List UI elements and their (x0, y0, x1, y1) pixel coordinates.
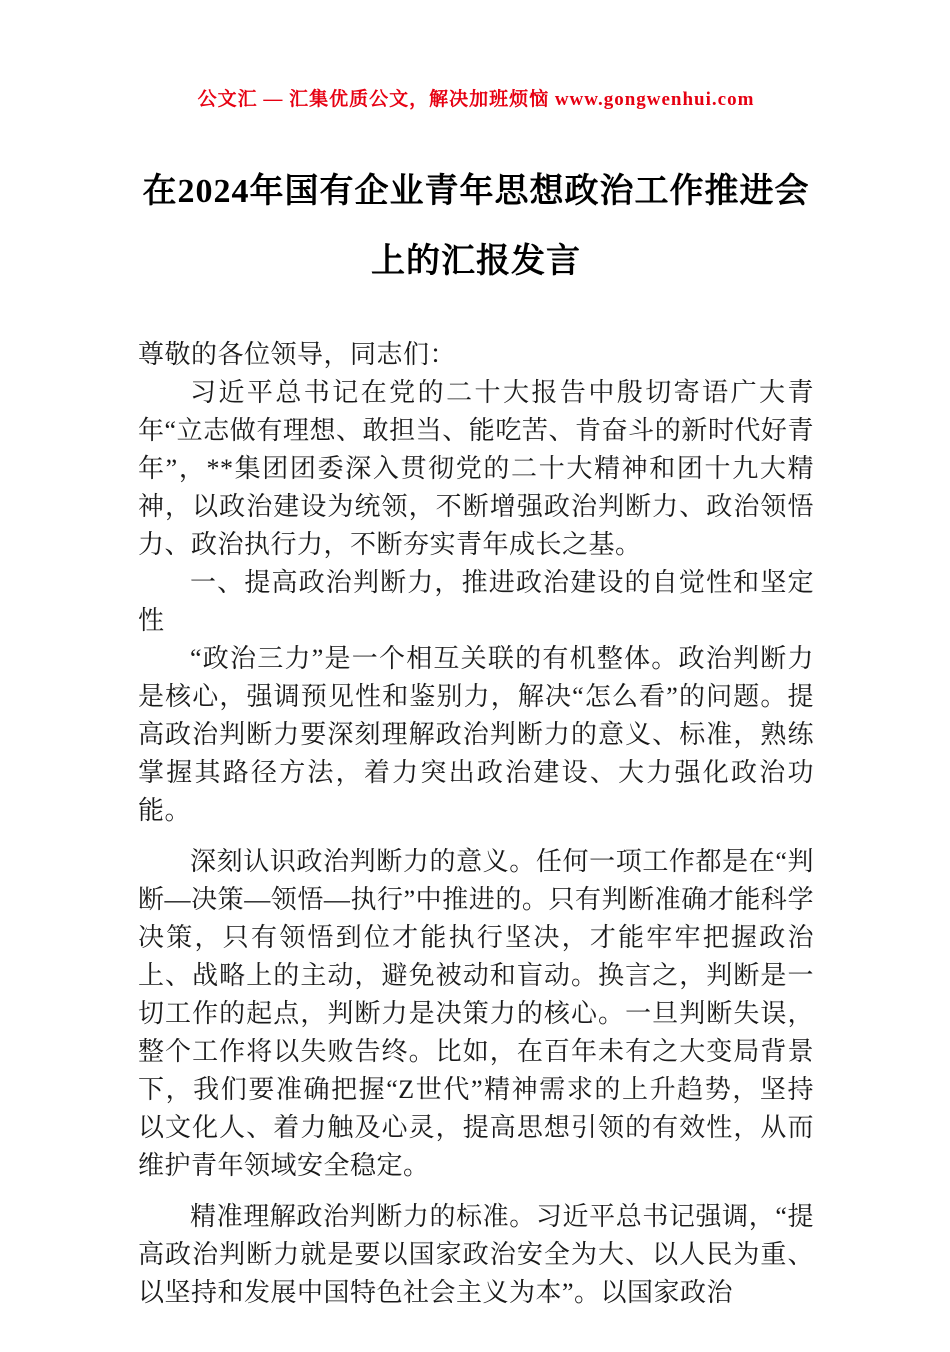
body-paragraph: 精准理解政治判断力的标准。习近平总书记强调，“提高政治判断力就是要以国家政治安全为大、以人民为重、以坚持和发展中国特色社会主义为本”。以国家政治 (138, 1202, 814, 1308)
document-title: 在2024年国有企业青年思想政治工作推进会上的汇报发言 (142, 173, 810, 280)
body-paragraph: 深刻认识政治判断力的意义。任何一项工作都是在“判断—决策—领悟—执行”中推进的。只有判断准确才能科学决策，只有领悟到位才能执行坚决，才能牢牢把握政治上、战略上的主动，避免被动和盲动。换言之，判断是一切工作的起点，判断力是决策力的核心。一旦判断失误，整个工作将以失败告终。比如，在百年未有之大变局背景下，我们要准确把握“Z世代”精神需求的上升趋势，坚持以文化人、着力触及心灵，提高思想引领的有效性，从而维护青年领域安全稳定。 (138, 847, 814, 1181)
body-paragraph: 习近平总书记在党的二十大报告中殷切寄语广大青年“立志做有理想、敢担当、能吃苦、肯奋斗的新时代好青年”，**集团团委深入贯彻党的二十大精神和团十九大精神，以政治建设为统领，不断增强政治判断力、政治领悟力、政治执行力，不断夯实青年成长之基。 (138, 378, 814, 560)
section-heading-paragraph: 一、提高政治判断力，推进政治建设的自觉性和坚定性 (138, 568, 814, 636)
header-text: 公文汇 — 汇集优质公文，解决加班烦恼 www.gongwenhui.com (197, 89, 755, 110)
page-header (138, 84, 814, 111)
salutation-paragraph: 尊敬的各位领导，同志们： (138, 340, 457, 370)
document-body (138, 336, 814, 1312)
body-paragraph: “政治三力”是一个相互关联的有机整体。政治判断力是核心，强调预见性和鉴别力，解决“怎么看”的问题。提高政治判断力要深刻理解政治判断力的意义、标准，熟练掌握其路径方法，着力突出政治建设、大力强化政治功能。 (138, 644, 814, 826)
